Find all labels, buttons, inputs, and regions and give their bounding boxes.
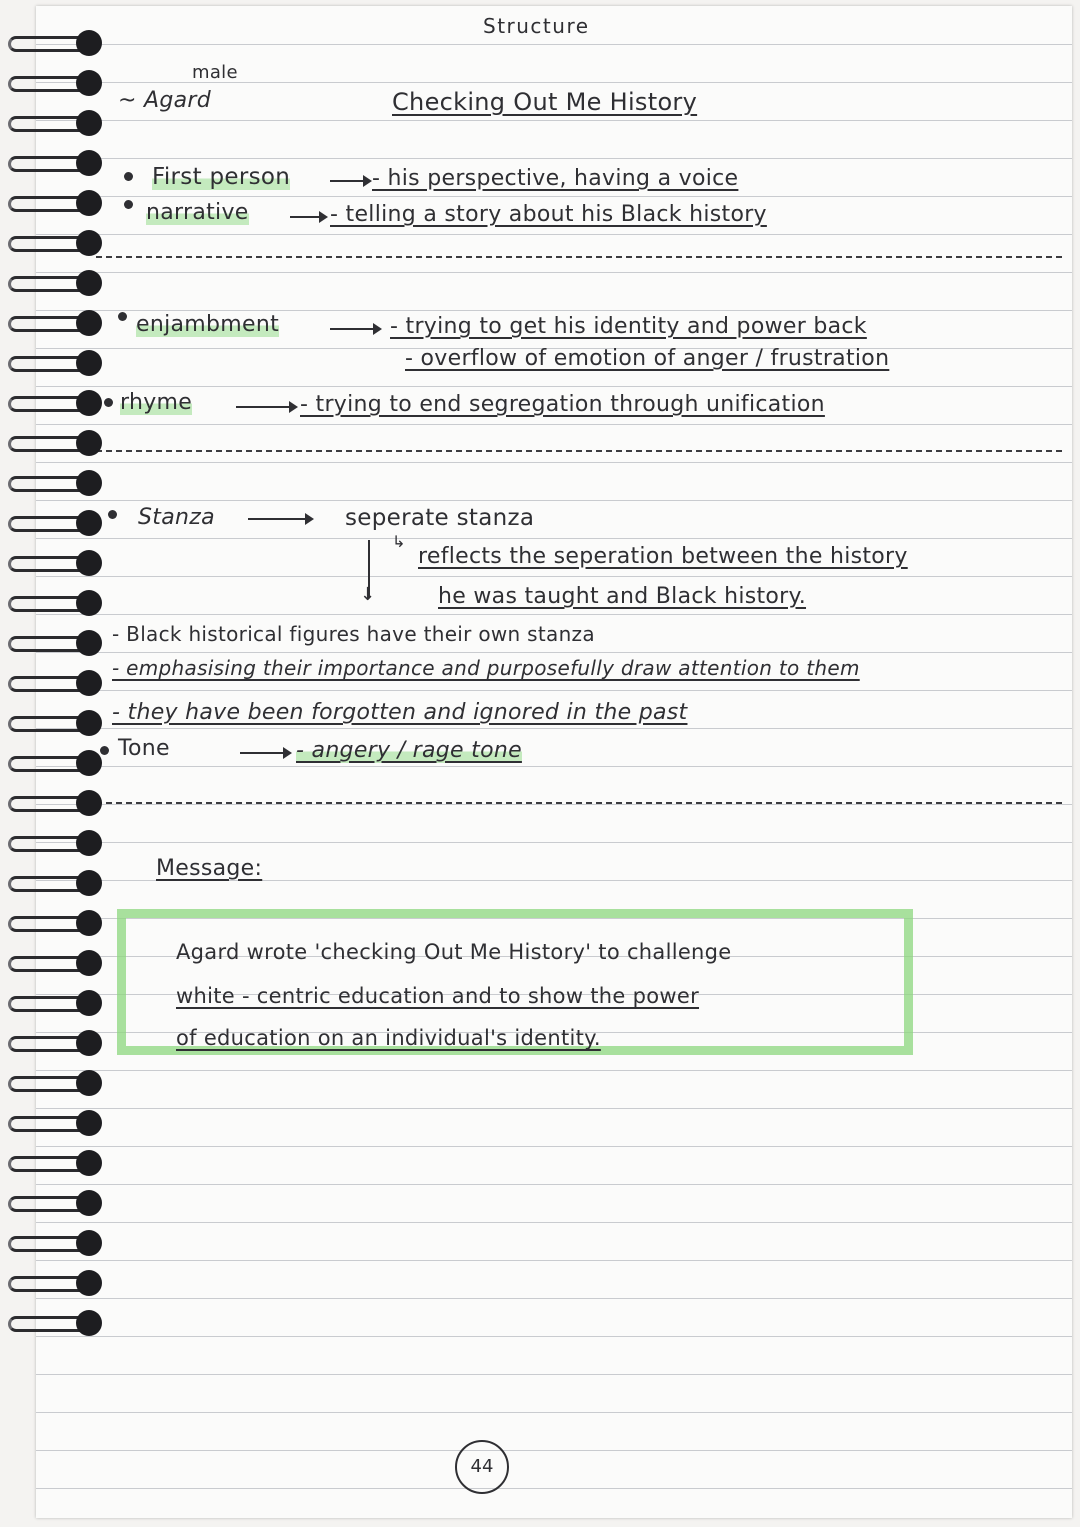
section-heading: Structure xyxy=(483,14,590,38)
bullet-icon xyxy=(118,312,127,321)
arrow-glyph: ↓ xyxy=(360,584,376,605)
arrow-icon xyxy=(240,752,290,754)
spiral-binding xyxy=(0,0,110,1527)
bullet-icon xyxy=(124,200,133,209)
term-narrative: narrative xyxy=(146,200,249,225)
term-enjambment: enjambment xyxy=(136,312,280,337)
dash-note-3: - they have been forgotten and ignored in the past xyxy=(112,700,688,725)
dash-note-1: - Black historical figures have their own stanza xyxy=(112,622,595,646)
term-rhyme: rhyme xyxy=(120,390,193,415)
message-line-3: of education on an individual's identity. xyxy=(176,1026,601,1050)
note-rhyme: - trying to end segregation through unification xyxy=(300,392,825,417)
arrow-icon xyxy=(290,216,326,218)
message-label: Message: xyxy=(156,856,263,881)
message-line-1: Agard wrote 'checking Out Me History' to challenge xyxy=(176,940,732,964)
arrow-icon xyxy=(248,518,312,520)
arrow-icon xyxy=(330,328,380,330)
note-first-person: - his perspective, having a voice xyxy=(372,166,739,191)
bullet-icon xyxy=(100,746,109,755)
section-divider xyxy=(96,802,1062,804)
term-stanza: Stanza xyxy=(138,505,215,530)
note-narrative: - telling a story about his Black history xyxy=(330,202,767,227)
page-number: 44 xyxy=(455,1440,509,1494)
message-line-2: white - centric education and to show the power xyxy=(176,984,700,1008)
arrow-icon xyxy=(330,180,370,182)
section-divider xyxy=(96,450,1062,452)
arrow-icon xyxy=(236,406,296,408)
note-stanza-3: he was taught and Black history. xyxy=(438,584,807,609)
note-enjambment-2: - overflow of emotion of anger / frustration xyxy=(405,346,890,371)
notebook-page xyxy=(36,6,1072,1518)
dash-note-2: - emphasising their importance and purposefully draw attention to them xyxy=(112,656,860,680)
term-tone: Tone xyxy=(118,736,170,761)
author-name: ~ Agard xyxy=(118,88,212,113)
bullet-icon xyxy=(124,172,133,181)
note-enjambment-1: - trying to get his identity and power back xyxy=(390,314,867,339)
bullet-icon xyxy=(108,510,117,519)
author-note: male xyxy=(192,62,238,83)
note-tone: - angery / rage tone xyxy=(296,738,522,763)
term-first-person: First person xyxy=(152,164,291,190)
page-title: Checking Out Me History xyxy=(392,88,698,116)
note-stanza-1: seperate stanza xyxy=(345,505,535,531)
note-stanza-2: reflects the seperation between the history xyxy=(418,544,908,569)
section-divider xyxy=(96,256,1062,258)
hook-arrow-icon: ↳ xyxy=(392,532,406,551)
bullet-icon xyxy=(104,398,113,407)
